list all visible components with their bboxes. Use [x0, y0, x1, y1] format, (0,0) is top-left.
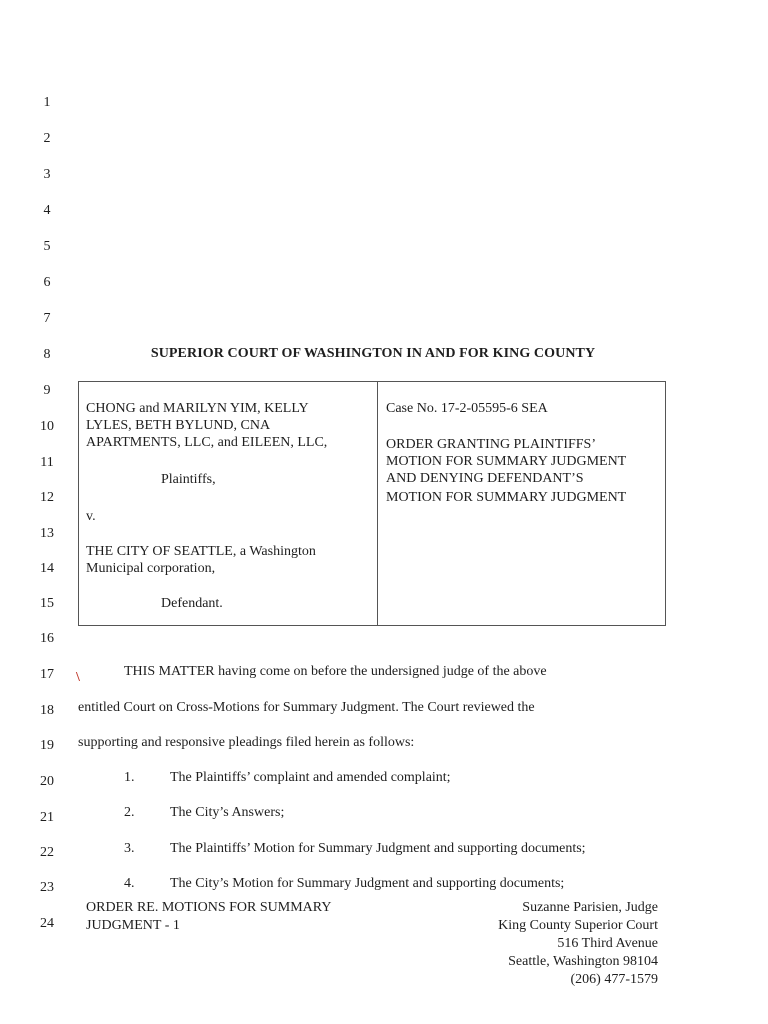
line-number: 17 — [40, 667, 54, 682]
list-item-number: 4. — [124, 876, 135, 891]
line-number: 24 — [40, 916, 54, 931]
paragraph-line: entitled Court on Cross-Motions for Summary Judgment. The Court reviewed the — [78, 700, 535, 715]
list-item-text: The Plaintiffs’ Motion for Summary Judgment and supporting documents; — [170, 841, 586, 856]
caption-divider — [377, 381, 378, 626]
plaintiff-names-line: APARTMENTS, LLC, and EILEEN, LLC, — [86, 435, 328, 450]
line-number: 1 — [43, 95, 51, 110]
defendant-name-line: THE CITY OF SEATTLE, a Washington — [86, 544, 316, 559]
judge-name: Suzanne Parisien, Judge — [522, 900, 658, 915]
line-number: 6 — [43, 275, 51, 290]
line-number: 3 — [43, 167, 51, 182]
plaintiff-names-line: CHONG and MARILYN YIM, KELLY — [86, 401, 309, 416]
margin-mark: \ — [76, 670, 80, 685]
line-number: 14 — [40, 561, 54, 576]
line-number: 16 — [40, 631, 54, 646]
line-number: 8 — [43, 347, 51, 362]
line-number: 7 — [43, 311, 51, 326]
order-title-line: MOTION FOR SUMMARY JUDGMENT — [386, 490, 627, 505]
court-name: King County Superior Court — [498, 918, 658, 933]
line-number: 12 — [40, 490, 54, 505]
paragraph-line: supporting and responsive pleadings filed herein as follows: — [78, 735, 415, 750]
line-number: 20 — [40, 774, 54, 789]
court-title: SUPERIOR COURT OF WASHINGTON IN AND FOR KING COUNTY — [150, 346, 596, 361]
street-address: 516 Third Avenue — [557, 936, 658, 951]
line-number: 19 — [40, 738, 54, 753]
plaintiff-names-line: LYLES, BETH BYLUND, CNA — [86, 418, 271, 433]
paragraph-line: THIS MATTER having come on before the undersigned judge of the above — [124, 664, 547, 679]
list-item-text: The City’s Answers; — [170, 805, 285, 820]
phone-number: (206) 477-1579 — [570, 972, 658, 987]
judge-address-block — [498, 899, 658, 989]
line-number: 22 — [40, 845, 54, 860]
order-title-line: ORDER GRANTING PLAINTIFFS’ — [386, 437, 597, 452]
plaintiffs-label: Plaintiffs, — [161, 472, 216, 487]
list-item-number: 2. — [124, 805, 135, 820]
line-number: 23 — [40, 880, 54, 895]
line-number: 11 — [40, 455, 54, 470]
line-number: 18 — [40, 703, 54, 718]
line-number: 5 — [43, 239, 51, 254]
versus-label: v. — [86, 509, 96, 524]
line-number: 13 — [40, 526, 54, 541]
defendant-name-line: Municipal corporation, — [86, 561, 216, 576]
line-number: 4 — [43, 203, 51, 218]
case-number: Case No. 17-2-05595-6 SEA — [386, 401, 548, 416]
line-number: 9 — [43, 383, 51, 398]
order-title-line: AND DENYING DEFENDANT’S — [386, 471, 584, 486]
line-number: 15 — [40, 596, 54, 611]
defendant-label: Defendant. — [161, 596, 223, 611]
footer-caption-line: JUDGMENT - 1 — [86, 918, 180, 933]
line-number: 2 — [43, 131, 51, 146]
line-number: 10 — [40, 419, 54, 434]
list-item-number: 1. — [124, 770, 135, 785]
list-item-text: The City’s Motion for Summary Judgment and supporting documents; — [170, 876, 565, 891]
list-item-number: 3. — [124, 841, 135, 856]
footer-caption-line: ORDER RE. MOTIONS FOR SUMMARY — [86, 900, 332, 915]
list-item-text: The Plaintiffs’ complaint and amended complaint; — [170, 770, 451, 785]
line-number: 21 — [40, 810, 54, 825]
city-address: Seattle, Washington 98104 — [508, 954, 658, 969]
order-title-line: MOTION FOR SUMMARY JUDGMENT — [386, 454, 627, 469]
